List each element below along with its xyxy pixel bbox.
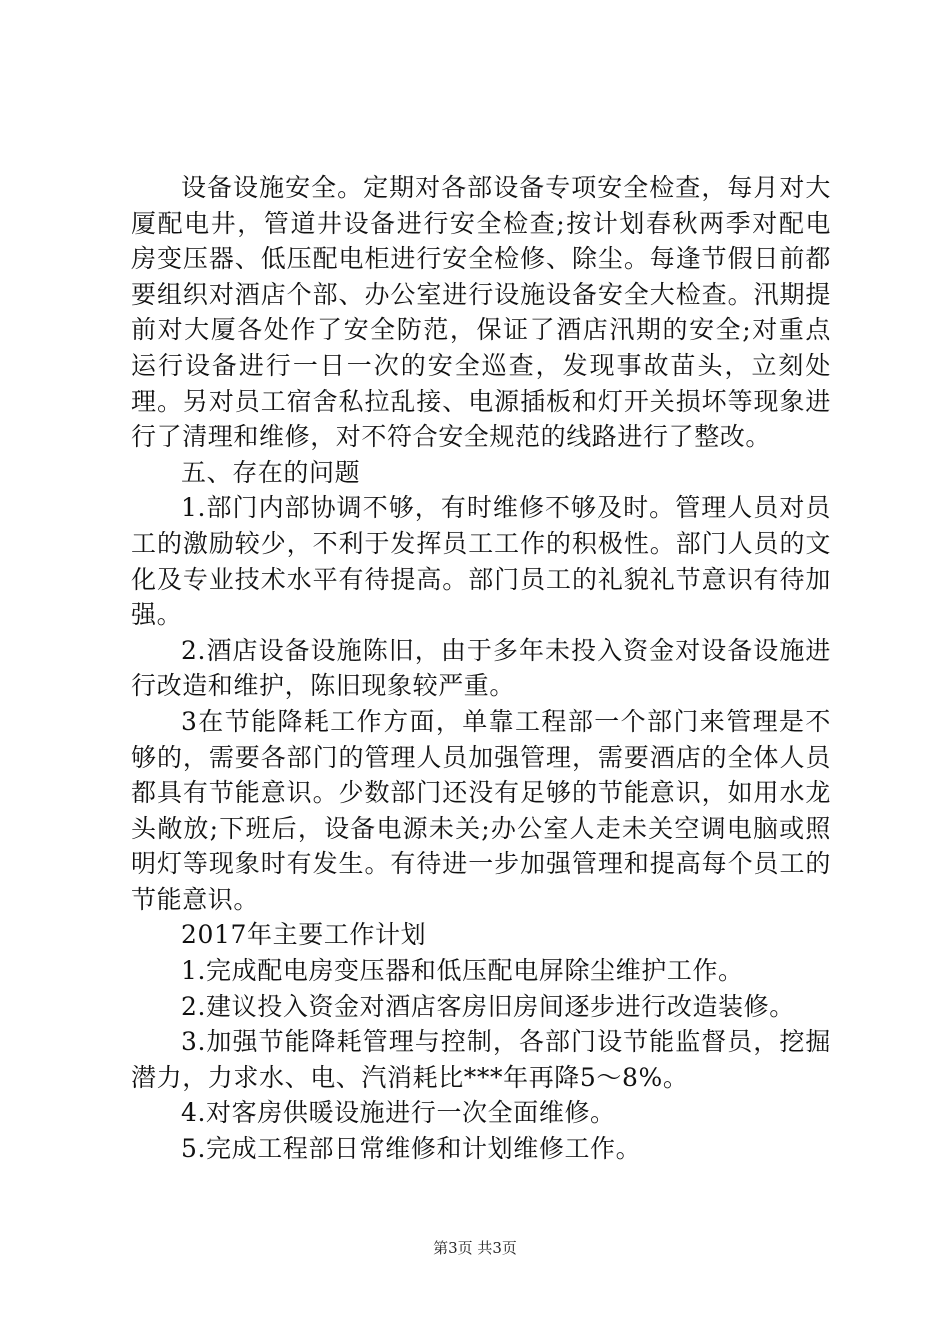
paragraph-equipment-safety: 设备设施安全。定期对各部设备专项安全检查，每月对大厦配电井，管道井设备进行安全检查;按计划春秋两季对配电房变压器、低压配电柜进行安全检修、除尘。每逢节假日前都要组织对酒店个部、办公室进行设施设备安全大检查。汛期提前对大厦各处作了安全防范，保证了酒店汛期的安全;对重点运行设备进行一日一次的安全巡查，发现事故苗头，立刻处理。另对员工宿舍私拉乱接、电源插板和灯开关损坏等现象进行了清理和维修，对不符合安全规范的线路进行了整改。 (131, 173, 831, 452)
document-body (131, 170, 831, 1167)
paragraph-problem-2: 2.酒店设备设施陈旧，由于多年未投入资金对设备设施进行改造和维护，陈旧现象较严重。 (131, 635, 831, 701)
page-number-footer: 第3页 共3页 (433, 1239, 517, 1257)
heading-work-plan: 2017年主要工作计划 (181, 920, 427, 950)
paragraph-plan-1: 1.完成配电房变压器和低压配电屏除尘维护工作。 (181, 956, 744, 986)
paragraph-plan-2: 2.建议投入资金对酒店客房旧房间逐步进行改造装修。 (181, 991, 795, 1021)
paragraph-problem-3: 3在节能降耗工作方面，单靠工程部一个部门来管理是不够的，需要各部门的管理人员加强管理，需要酒店的全体人员都具有节能意识。少数部门还没有足够的节能意识，如用水龙头敞放;下班后，设备电源未关;办公室人走未关空调电脑或照明灯等现象时有发生。有待进一步加强管理和提高每个员工的节能意识。 (131, 706, 831, 914)
paragraph-plan-4: 4.对客房供暖设施进行一次全面维修。 (181, 1098, 616, 1128)
paragraph-problem-1: 1.部门内部协调不够，有时维修不够及时。管理人员对员工的激励较少，不利于发挥员工工作的积极性。部门人员的文化及专业技术水平有待提高。部门员工的礼貌礼节意识有待加强。 (131, 493, 831, 630)
paragraph-plan-3: 3.加强节能降耗管理与控制，各部门设节能监督员，挖掘潜力，力求水、电、汽消耗比***年再降5～8%。 (131, 1027, 831, 1092)
heading-existing-problems: 五、存在的问题 (181, 457, 361, 487)
paragraph-plan-5: 5.完成工程部日常维修和计划维修工作。 (181, 1134, 642, 1164)
